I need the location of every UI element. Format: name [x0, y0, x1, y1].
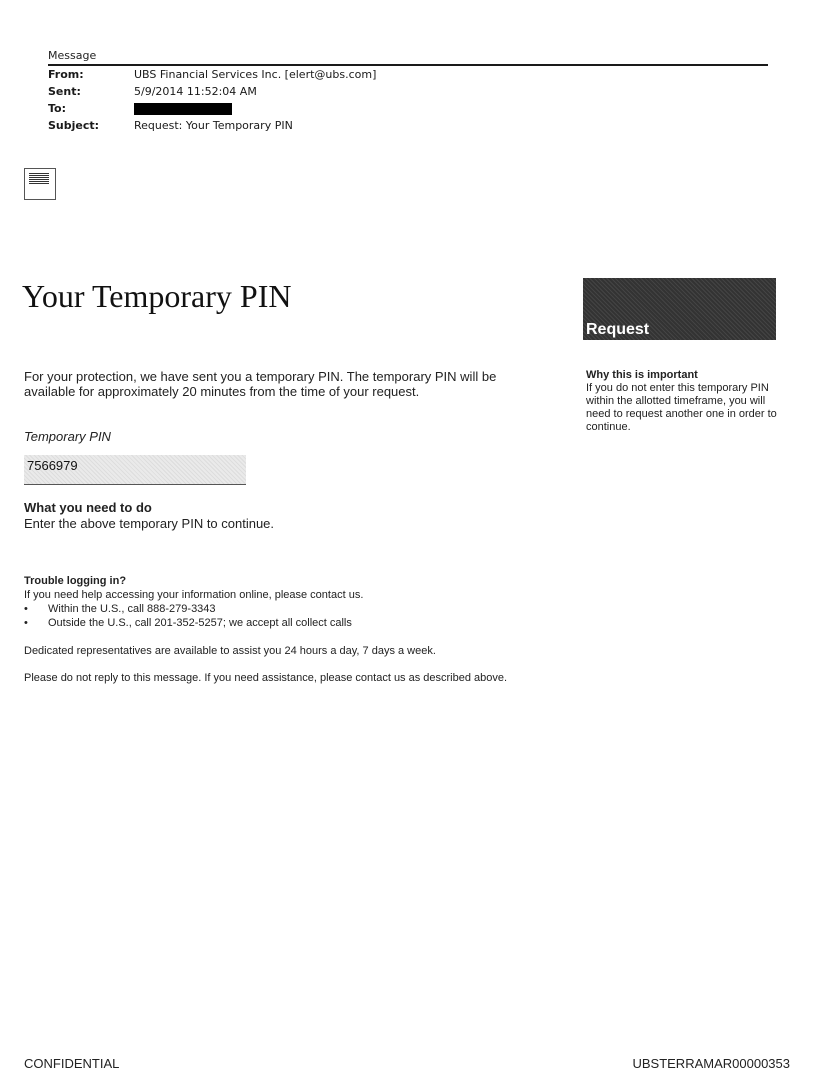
- list-item: • Within the U.S., call 888-279-3343: [24, 602, 544, 616]
- pin-value-box: [24, 455, 246, 485]
- subject-label: Subject:: [48, 119, 100, 132]
- pin-value: 7566979: [27, 458, 78, 473]
- confidential-label: CONFIDENTIAL: [24, 1056, 120, 1071]
- subject-row: [48, 117, 768, 134]
- todo-section: [24, 500, 274, 532]
- sent-row: [48, 83, 768, 100]
- to-label: To:: [48, 102, 66, 115]
- message-title: Message: [48, 49, 768, 66]
- to-value: [134, 102, 232, 115]
- from-label: From:: [48, 68, 84, 81]
- pin-label: Temporary PIN: [24, 429, 111, 444]
- bates-number: UBSTERRAMAR00000353: [632, 1056, 790, 1071]
- list-item: • Outside the U.S., call 201-352-5257; we accept all collect calls: [24, 616, 544, 630]
- broken-image-icon: [24, 168, 56, 200]
- todo-title: What you need to do: [24, 500, 152, 515]
- sent-value: 5/9/2014 11:52:04 AM: [134, 85, 257, 98]
- request-badge-label: Request: [586, 321, 650, 338]
- email-header: [48, 49, 768, 134]
- to-row: [48, 100, 768, 117]
- why-important-title: Why this is important: [586, 369, 698, 381]
- request-badge: [583, 278, 776, 340]
- sent-label: Sent:: [48, 85, 81, 98]
- redaction-bar: [134, 103, 232, 115]
- subject-value: Request: Your Temporary PIN: [134, 119, 293, 132]
- from-row: [48, 66, 768, 83]
- from-value: UBS Financial Services Inc. [elert@ubs.com]: [134, 68, 377, 81]
- trouble-text: If you need help accessing your information online, please contact us.: [24, 589, 364, 601]
- noreply-text: Please do not reply to this message. If you need assistance, please contact us as described above.: [24, 672, 508, 684]
- contact-list: [24, 602, 544, 630]
- trouble-section: [24, 574, 544, 630]
- why-important-box: [586, 369, 786, 434]
- representatives-text: Dedicated representatives are available to assist you 24 hours a day, 7 days a week.: [24, 645, 436, 657]
- intro-text: For your protection, we have sent you a temporary PIN. The temporary PIN will be available for approximately 20 minutes from the time of your request.: [24, 369, 497, 399]
- page-title: Your Temporary PIN: [22, 278, 292, 314]
- why-important-text: If you do not enter this temporary PIN within the allotted timeframe, you will need to request another one in order to continue.: [586, 382, 777, 433]
- trouble-title: Trouble logging in?: [24, 575, 127, 587]
- image-placeholder-lines: [29, 173, 49, 185]
- todo-text: Enter the above temporary PIN to continue.: [24, 516, 275, 531]
